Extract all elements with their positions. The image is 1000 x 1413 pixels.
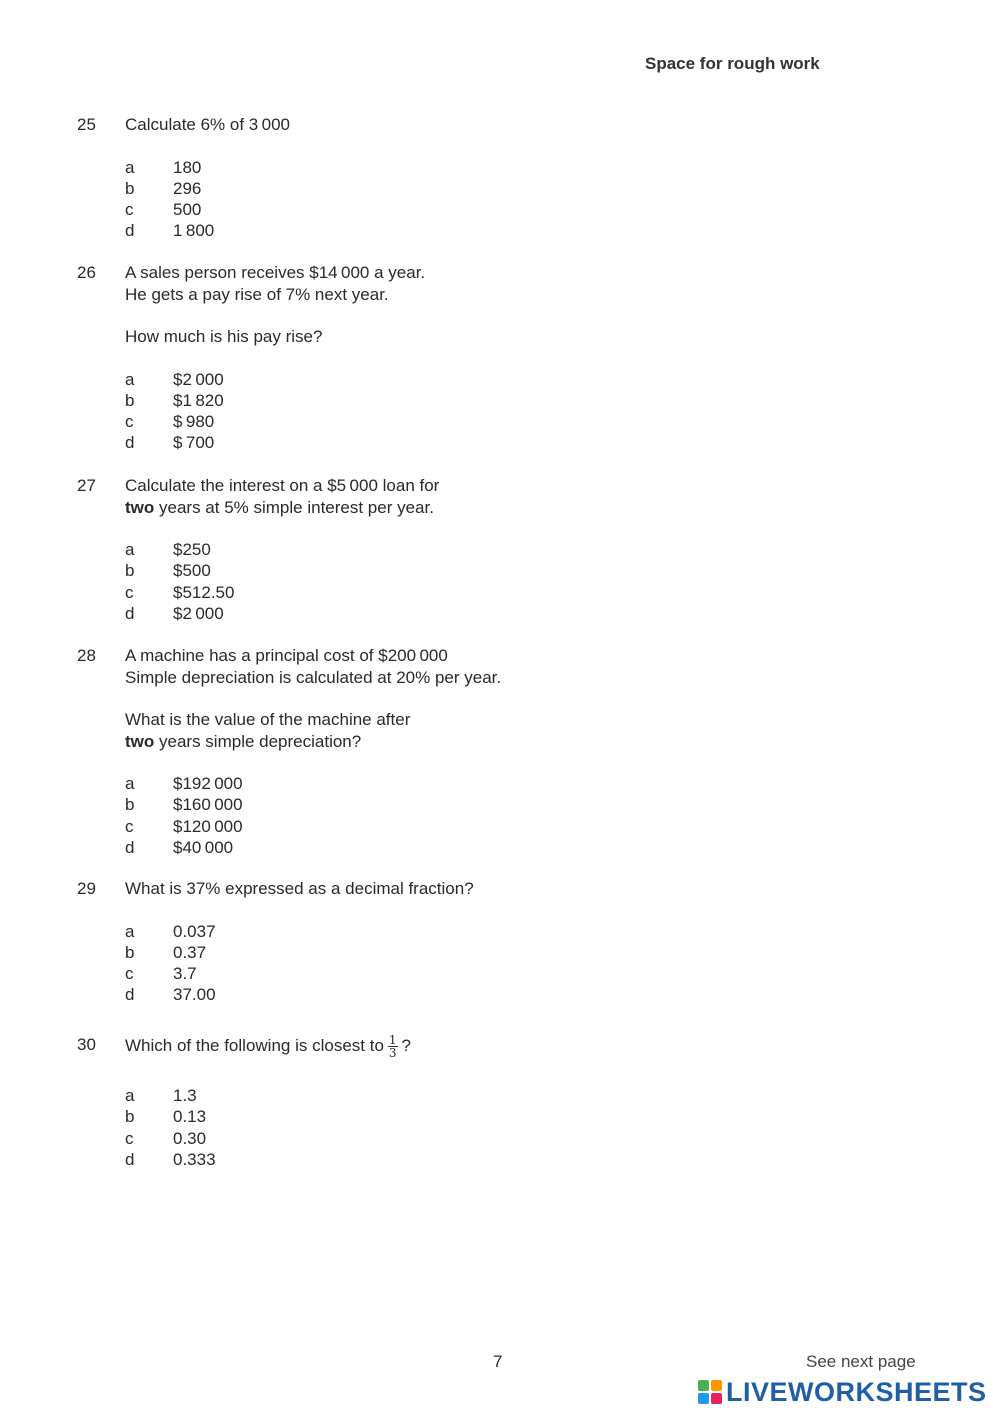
- option-d[interactable]: d 1 800: [125, 221, 215, 241]
- option-c[interactable]: c 500: [125, 200, 202, 220]
- question-number: 25: [77, 115, 96, 134]
- question-text: Calculate 6% of 3 000: [125, 115, 291, 134]
- see-next-page-label: See next page: [806, 1352, 916, 1371]
- question-subtext: How much is his pay rise?: [125, 327, 323, 346]
- question-number: 26: [77, 263, 96, 282]
- option-d[interactable]: d $40 000: [125, 837, 234, 857]
- option-a[interactable]: a 180: [125, 157, 202, 177]
- question-number: 28: [77, 646, 96, 665]
- emphasis-word: two: [125, 497, 155, 517]
- option-d[interactable]: d 37.00: [125, 985, 216, 1005]
- question-text: Simple depreciation is calculated at 20% per year.: [125, 667, 502, 687]
- question-number: 29: [77, 879, 96, 898]
- question-text: A sales person receives $14 000 a year.: [125, 263, 426, 282]
- emphasis-word: two: [125, 731, 155, 751]
- option-d[interactable]: d 0.333: [125, 1149, 216, 1169]
- option-c[interactable]: c 0.30: [125, 1128, 207, 1148]
- option-c[interactable]: c $512.50: [125, 582, 235, 602]
- option-d[interactable]: d $ 700: [125, 433, 215, 453]
- option-b[interactable]: b 0.13: [125, 1107, 207, 1127]
- option-b[interactable]: b 296: [125, 178, 202, 198]
- option-d[interactable]: d $2 000: [125, 603, 224, 623]
- question-text: He gets a pay rise of 7% next year.: [125, 284, 389, 304]
- rough-work-label: Space for rough work: [645, 54, 820, 73]
- option-c[interactable]: c $ 980: [125, 412, 215, 432]
- liveworksheets-logo-icon: [698, 1380, 722, 1404]
- fraction: $\frac{1}{3}$: [388, 1033, 397, 1060]
- page-number: 7: [493, 1352, 503, 1371]
- option-a[interactable]: a $2 000: [125, 369, 224, 389]
- option-b[interactable]: b $160 000: [125, 795, 243, 815]
- option-b[interactable]: b $500: [125, 561, 211, 581]
- option-a[interactable]: a $192 000: [125, 774, 243, 793]
- option-b[interactable]: b $1 820: [125, 390, 224, 410]
- option-a[interactable]: a 1.3: [125, 1086, 197, 1105]
- question-number: 27: [77, 476, 96, 495]
- question-subtext-2: two years simple depreciation?: [125, 731, 362, 751]
- option-c[interactable]: c 3.7: [125, 964, 197, 984]
- option-b[interactable]: b 0.37: [125, 942, 207, 962]
- question-number: 30: [77, 1035, 96, 1054]
- question-text: A machine has a principal cost of $200 000: [125, 646, 448, 665]
- option-a[interactable]: a $250: [125, 540, 211, 559]
- question-text: Which of the following is closest to $\frac{1}{3}$ ?: [125, 1033, 412, 1060]
- option-a[interactable]: a 0.037: [125, 921, 216, 941]
- option-c[interactable]: c $120 000: [125, 816, 243, 836]
- liveworksheets-logo[interactable]: [698, 1376, 987, 1408]
- question-subtext: What is the value of the machine after: [125, 710, 411, 729]
- question-text: Calculate the interest on a $5 000 loan for: [125, 476, 440, 495]
- brand-name: LIVEWORKSHEETS: [726, 1376, 987, 1407]
- question-text-2: two years at 5% simple interest per year.: [125, 497, 434, 517]
- question-text: What is 37% expressed as a decimal fraction?: [125, 879, 474, 898]
